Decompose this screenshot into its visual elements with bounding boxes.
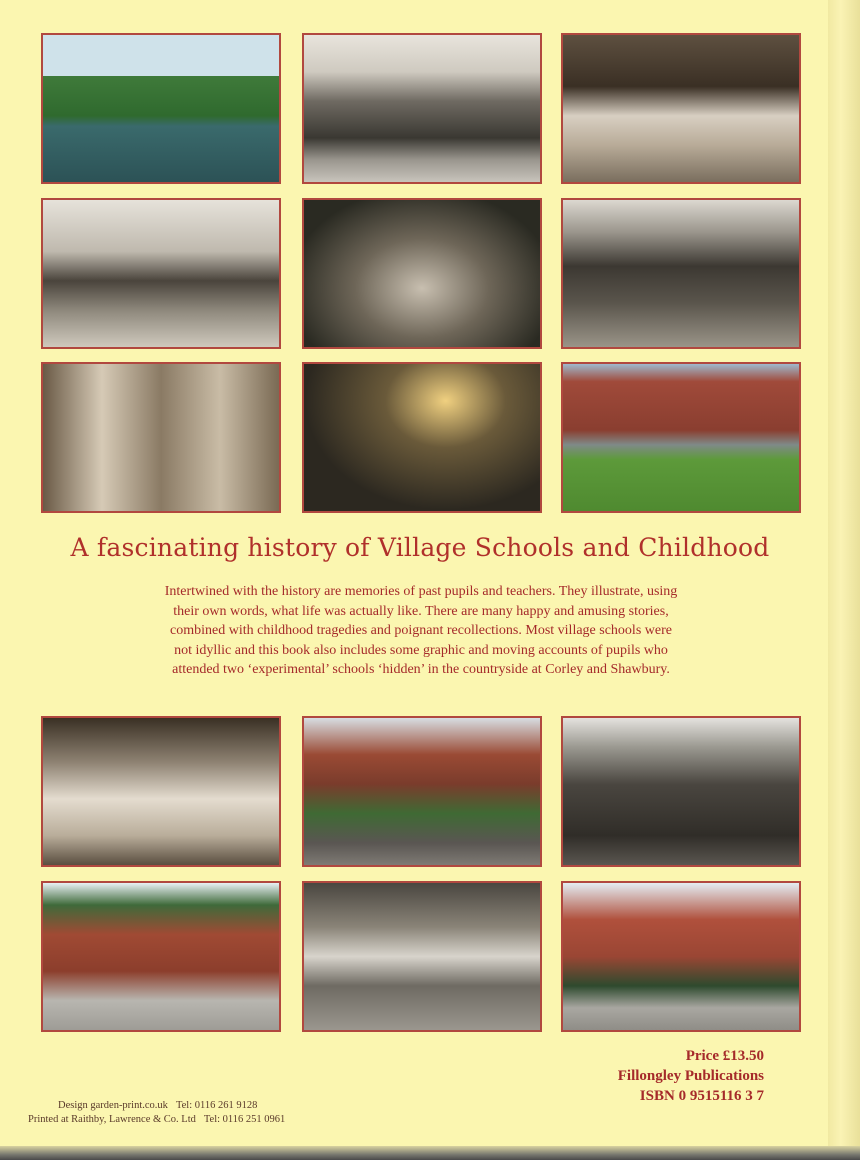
blurb-line: attended two ‘experimental’ schools ‘hidden’ in the countryside at Corley and Shawbury.: [172, 662, 670, 677]
photo-lawn-students: [561, 362, 801, 513]
isbn: ISBN 0 9515116 3 7: [639, 1088, 764, 1104]
photo-pond-paddling: [41, 33, 281, 184]
price: Price £13.50: [685, 1048, 764, 1064]
print-credits: [28, 1099, 285, 1127]
publisher: Fillongley Publications: [617, 1068, 764, 1084]
photo-children-garden: [302, 198, 542, 349]
printer-name: Printed at Raithby, Lawrence & Co. Ltd: [28, 1114, 196, 1125]
photo-plough-horses: [41, 198, 281, 349]
printer-credit: [28, 1113, 285, 1127]
photo-women-group: [561, 198, 801, 349]
photo-statue: [302, 716, 542, 867]
blurb-line: their own words, what life was actually like. There are many happy and amusing stories,: [173, 603, 669, 619]
design-credit: [28, 1099, 285, 1113]
price-block: [618, 1046, 764, 1106]
photo-cottage-church: [302, 33, 542, 184]
blurb-line: Intertwined with the history are memories of past pupils and teachers. They illustrate, using: [164, 584, 678, 599]
photo-playground-maypole: [302, 881, 542, 1032]
bottom-edge-shadow: [0, 1146, 860, 1160]
photo-old-school: [561, 716, 801, 867]
photo-classroom: [41, 362, 281, 513]
design-tel: Tel: 0116 261 9128: [175, 1100, 258, 1111]
cover-edge: [828, 0, 860, 1146]
blurb-text: [128, 582, 714, 680]
photo-modern-pupils: [561, 881, 801, 1032]
printer-tel: Tel: 0116 251 0961: [203, 1114, 286, 1125]
photo-maypole: [302, 362, 542, 513]
photo-school-girls: [41, 716, 281, 867]
design-name: Design garden-print.co.uk: [58, 1100, 168, 1111]
blurb-line: combined with childhood tragedies and poignant recollections. Most village schools were: [170, 623, 672, 638]
blurb-line: not idyllic and this book also includes some graphic and moving accounts of pupils who: [174, 642, 668, 658]
cover-heading: A fascinating history of Village Schools and Childhood: [70, 533, 770, 562]
photo-red-brick-school: [41, 881, 281, 1032]
photo-children-group: [561, 33, 801, 184]
